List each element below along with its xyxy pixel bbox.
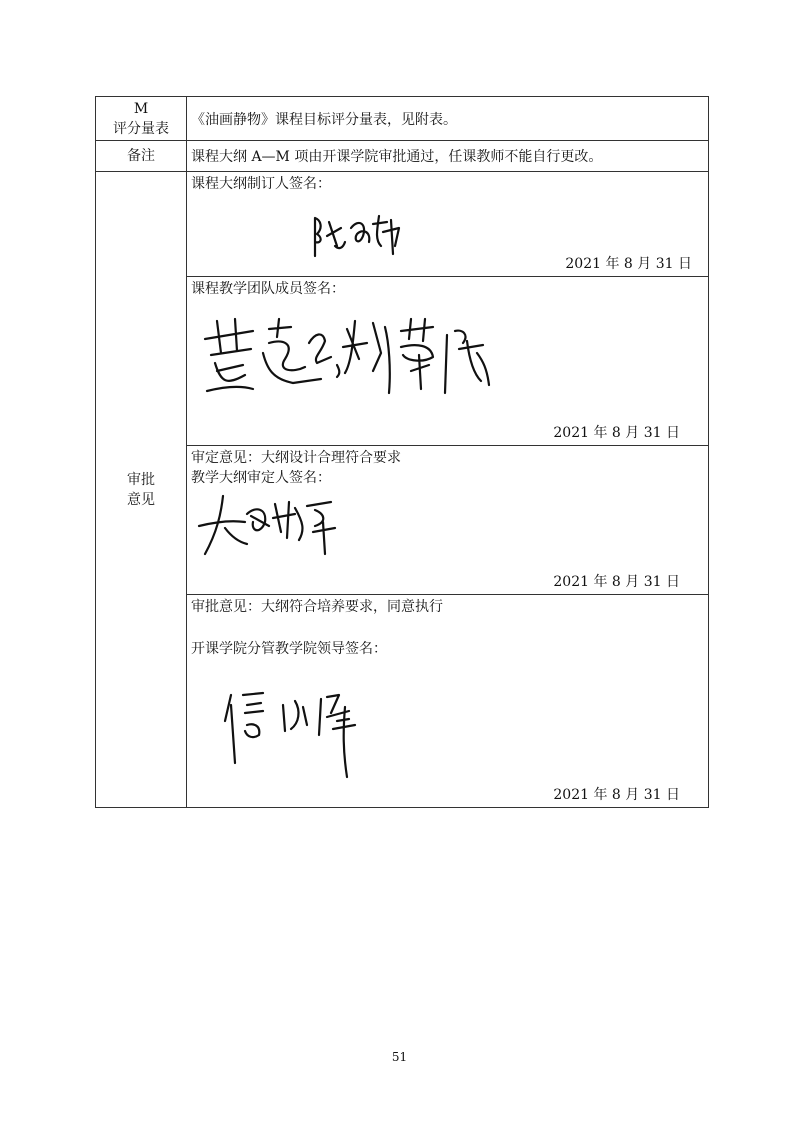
approval-label-cell (96, 172, 187, 808)
remark-content-cell (187, 141, 709, 172)
page-number: 51 (391, 1050, 408, 1064)
leader-handwritten-signature (221, 681, 381, 781)
rubric-label-code: M (133, 100, 149, 117)
team-signature-date: 2021 年 8 月 31 日 (553, 425, 680, 441)
reviewer-handwritten-signature (195, 492, 355, 562)
remark-row (96, 141, 709, 172)
approval-label-line2: 意见 (127, 491, 155, 508)
approval-opinion-text: 审批意见：大纲符合培养要求，同意执行 (191, 599, 443, 615)
leader-signature-date: 2021 年 8 月 31 日 (553, 787, 680, 803)
reviewer-signature-block (187, 446, 708, 595)
reviewer-signature-prompt: 教学大纲审定人签名： (191, 470, 331, 486)
approval-content-cell (187, 172, 709, 808)
approval-label-line1: 审批 (127, 471, 155, 488)
rubric-content-cell (187, 97, 709, 141)
reviewer-signature-date: 2021 年 8 月 31 日 (553, 574, 680, 590)
rubric-content-text: 《油画静物》课程目标评分量表，见附表。 (191, 111, 457, 128)
review-opinion-text: 审定意见：大纲设计合理符合要求 (191, 450, 401, 466)
author-handwritten-signature (307, 206, 417, 266)
remark-label-cell (96, 141, 187, 172)
rubric-row (96, 97, 709, 141)
author-signature-prompt: 课程大纲制订人签名： (191, 176, 331, 192)
team-signature-block (187, 277, 708, 446)
remark-content-text: 课程大纲 A—M 项由开课学院审批通过，任课教师不能自行更改。 (191, 149, 603, 165)
syllabus-approval-table (95, 96, 709, 808)
remark-label-text: 备注 (127, 148, 155, 164)
team-signature-prompt: 课程教学团队成员签名： (191, 281, 345, 297)
leader-signature-block (187, 595, 708, 807)
syllabus-table-container (95, 96, 709, 808)
rubric-label-cell (96, 97, 187, 141)
approval-row (96, 172, 709, 808)
leader-signature-prompt: 开课学院分管教学院领导签名： (191, 641, 387, 657)
author-signature-date: 2021 年 8 月 31 日 (565, 256, 692, 272)
team-handwritten-signatures (197, 313, 497, 408)
rubric-label-text: 评分量表 (113, 120, 169, 137)
author-signature-block (187, 172, 708, 277)
